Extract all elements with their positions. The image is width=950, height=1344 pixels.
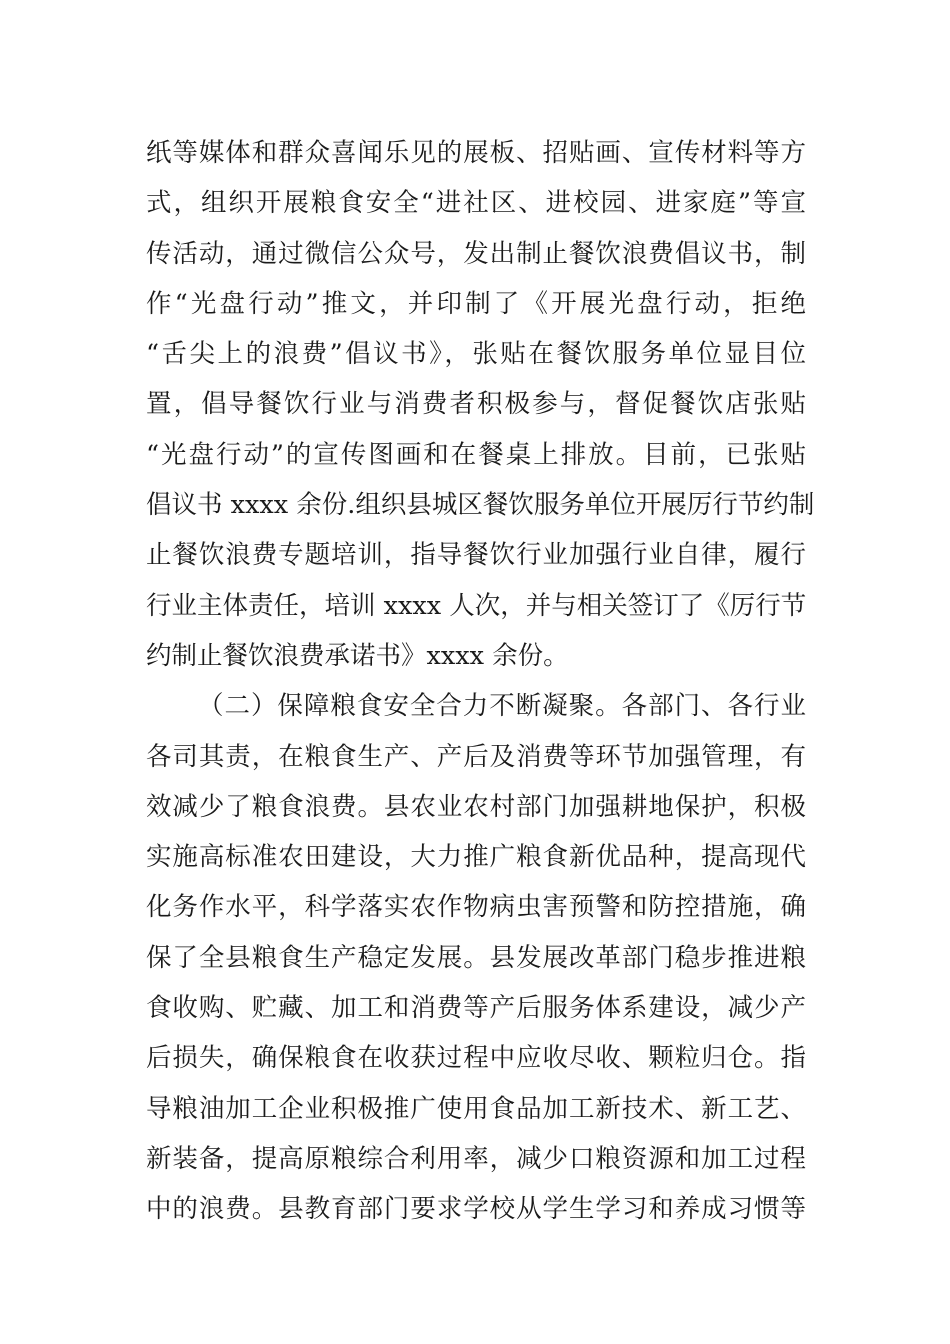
paragraph-2-line: 导粮油加工企业积极推广使用食品加工新技术、新工艺、: [146, 1093, 806, 1124]
paragraph-1-last-line: 约制止餐饮浪费承诺书》xxxx 余份。: [146, 640, 569, 671]
paragraph-2-line: 食收购、贮藏、加工和消费等产后服务体系建设，减少产: [146, 993, 806, 1024]
paragraph-2-heading-line: （二）保障粮食安全合力不断凝聚。各部门、各行业: [198, 691, 806, 722]
paragraph-2-line: 实施高标准农田建设，大力推广粮食新优品种，提高现代: [146, 842, 806, 873]
paragraph-1-line: 作“光盘行动”推文，并印制了《开展光盘行动，拒绝: [146, 288, 806, 319]
paragraph-2-line: 效减少了粮食浪费。县农业农村部门加强耕地保护，积极: [146, 791, 806, 822]
paragraph-1-line: 行业主体责任，培训 xxxx 人次，并与相关签订了《厉行节: [146, 590, 807, 621]
paragraph-1-line: “舌尖上的浪费”倡议书》，张贴在餐饮服务单位显目位: [146, 339, 806, 370]
paragraph-2-line: 新装备，提高原粮综合利用率，减少口粮资源和加工过程: [146, 1143, 806, 1174]
paragraph-1-line: 式，组织开展粮食安全“进社区、进校园、进家庭”等宣: [146, 188, 806, 219]
paragraph-2-line: 保了全县粮食生产稳定发展。县发展改革部门稳步推进粮: [146, 942, 806, 973]
paragraph-1-line: 传活动，通过微信公众号，发出制止餐饮浪费倡议书，制: [146, 238, 806, 269]
paragraph-1-line: “光盘行动”的宣传图画和在餐桌上排放。目前，已张贴: [146, 439, 806, 470]
paragraph-2-line: 中的浪费。县教育部门要求学校从学生学习和养成习惯等: [146, 1194, 806, 1225]
paragraph-1-line: 止餐饮浪费专题培训，指导餐饮行业加强行业自律，履行: [146, 540, 806, 571]
paragraph-1-line: 倡议书 xxxx 余份.组织县城区餐饮服务单位开展厉行节约制: [146, 490, 815, 521]
document-body: [146, 128, 815, 1235]
paragraph-2-line: 各司其责，在粮食生产、产后及消费等环节加强管理，有: [146, 741, 806, 772]
paragraph-1-line: 置，倡导餐饮行业与消费者积极参与，督促餐饮店张贴: [146, 389, 806, 420]
paragraph-1-line: 纸等媒体和群众喜闻乐见的展板、招贴画、宣传材料等方: [146, 138, 806, 168]
paragraph-2-line: 后损失，确保粮食在收获过程中应收尽收、颗粒归仓。指: [146, 1043, 806, 1074]
paragraph-2-line: 化务作水平，科学落实农作物病虫害预警和防控措施，确: [146, 892, 806, 923]
